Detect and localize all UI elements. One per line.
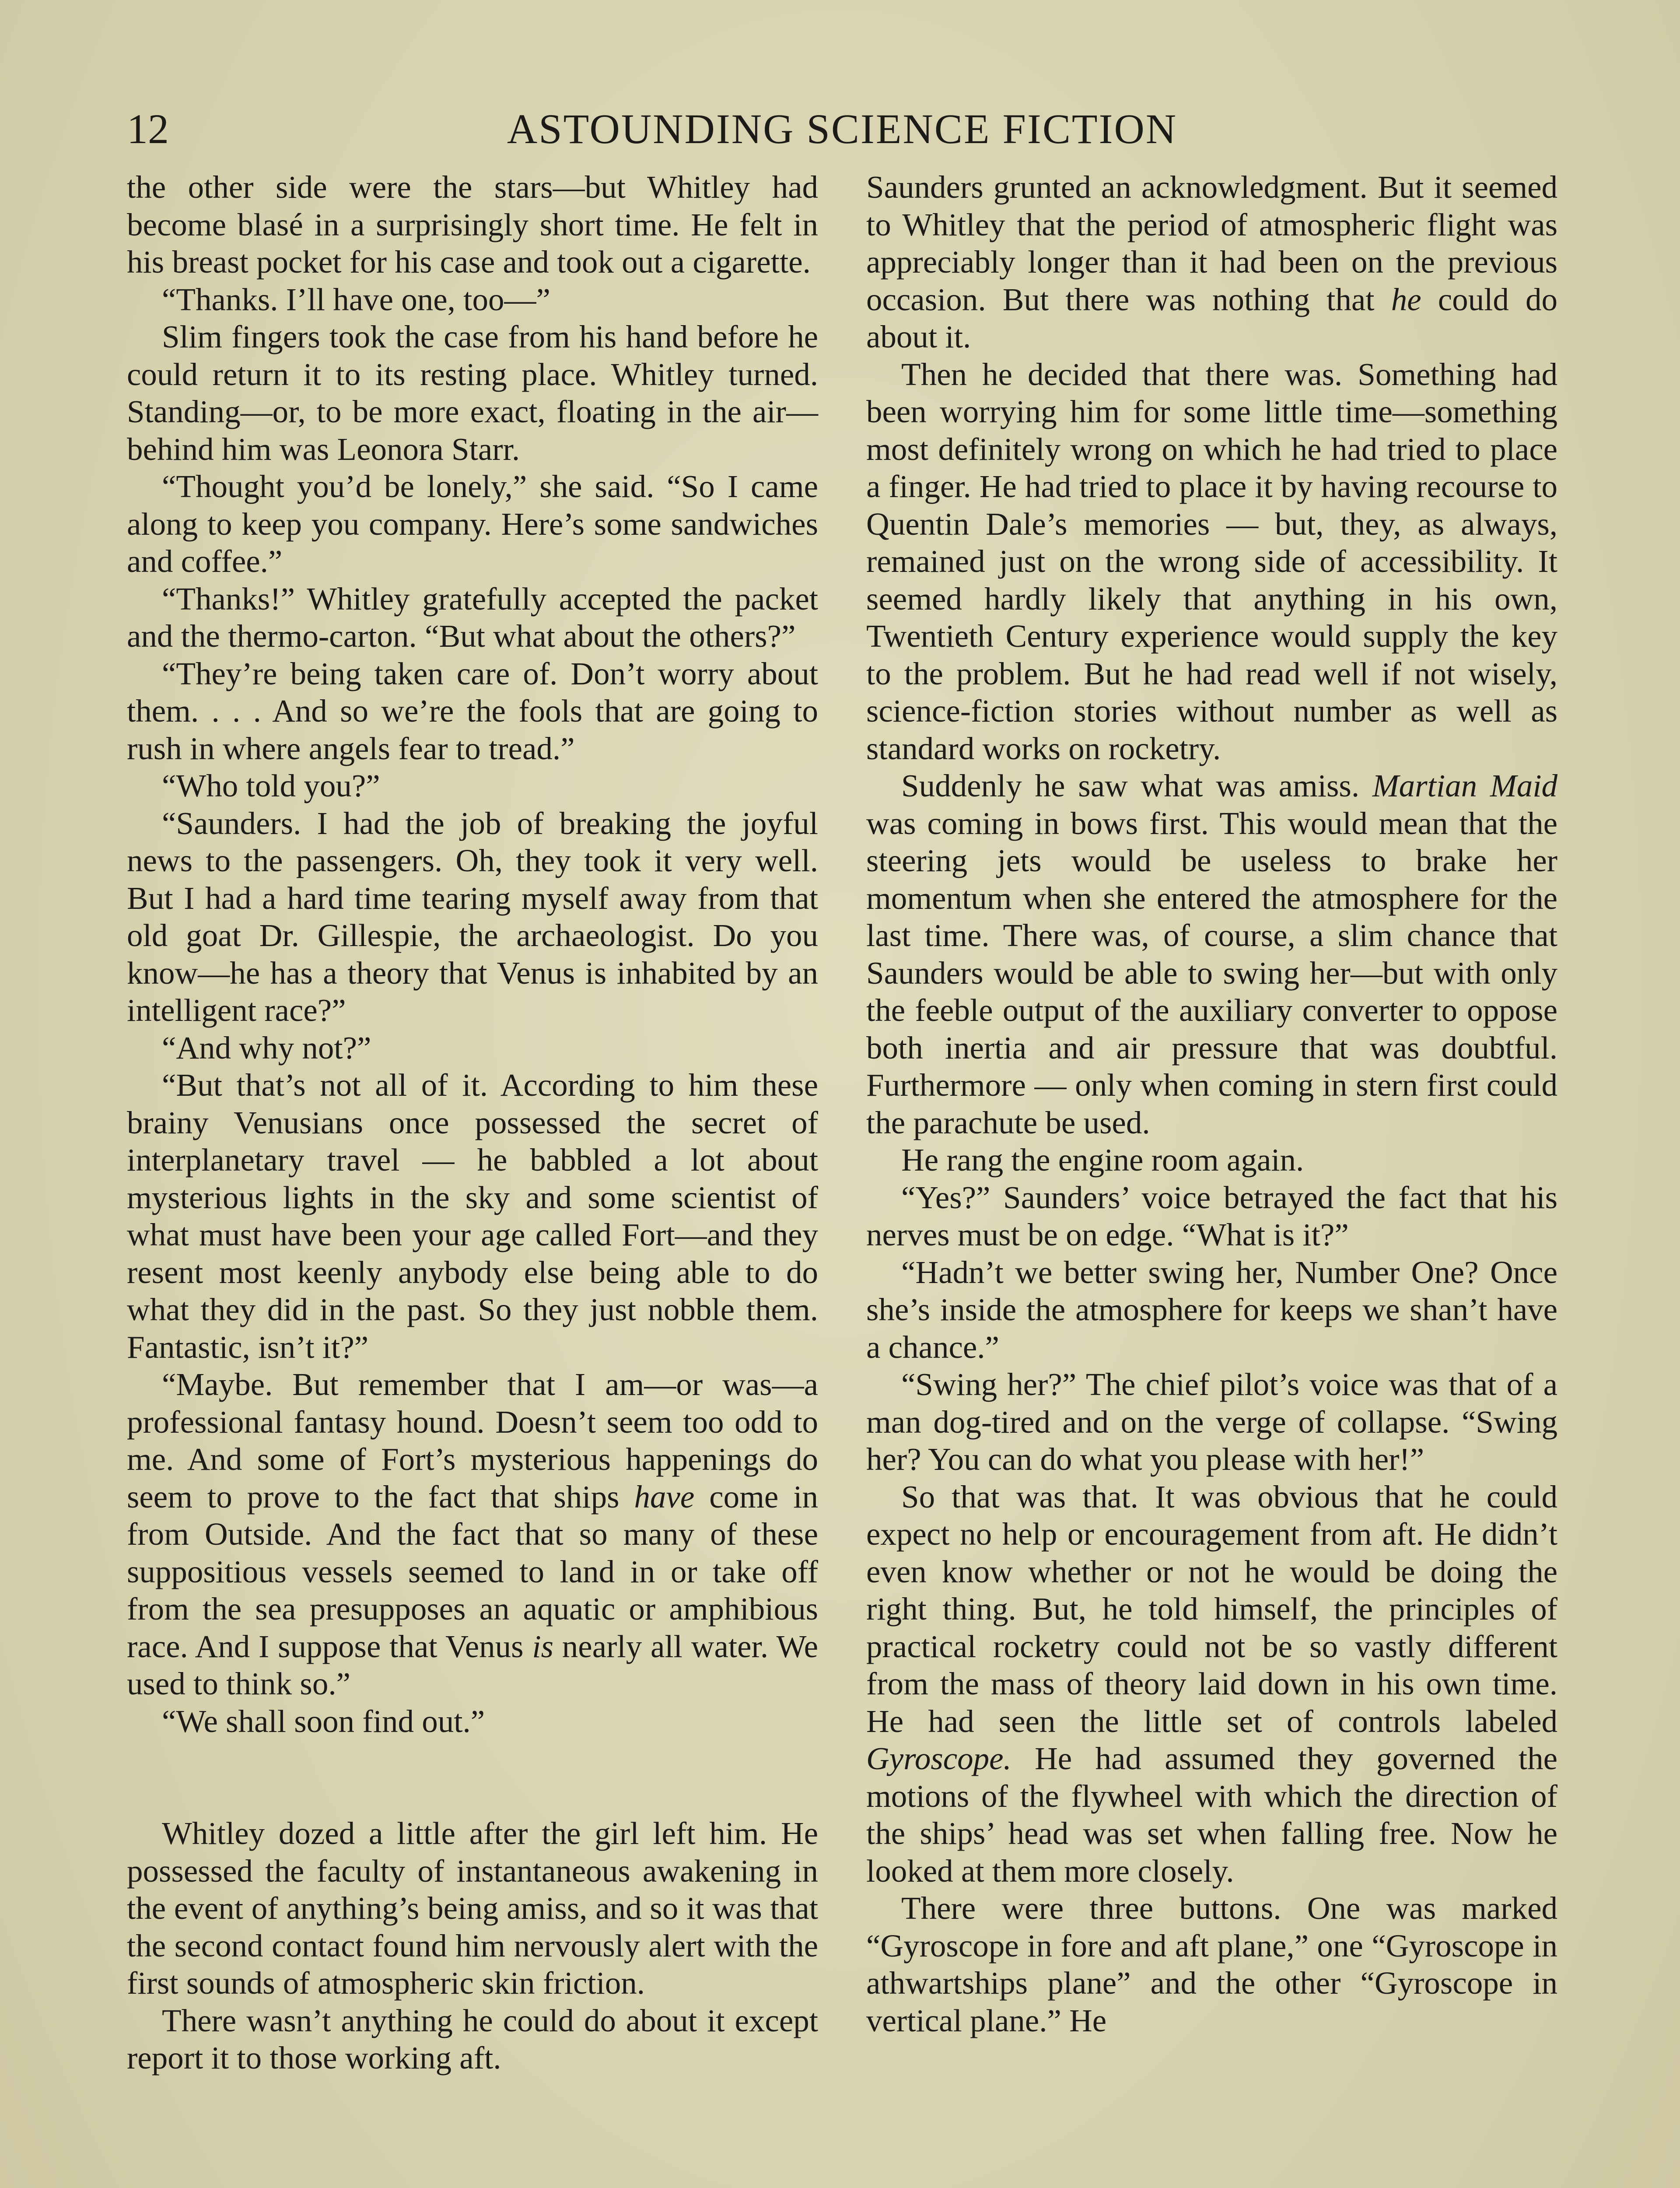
text-run: come in from Outside. And the fact that so many of these suppositious vessels seemed to land in or take off from the sea presupposes an aquatic or amphibious race. And I suppose that Venus <box>127 1479 818 1664</box>
text-run: Saunders grunted an acknowledgment. But it seemed to Whitley that the period of atmospheric flight was appreciably longer than it had been on the previous occasion. But there was nothing that <box>866 169 1558 317</box>
text-run: Suddenly he saw what was amiss. <box>901 768 1372 803</box>
paragraph: “Thought you’d be lonely,” she said. “So I came along to keep you company. Here’s some sandwiches and coffee.” <box>127 469 818 579</box>
paragraph: Then he decided that there was. Something had been worrying him for some little time—something most definitely wrong on which he had tried to place a finger. He had tried to place it by having recourse to Quentin Dale’s memories — but, they, as always, remained just on the wrong side of accessibility. It seemed hardly likely that anything in his own, Twentieth Century experience would supply the key to the problem. But he had read well if not wisely, science-fiction stories without number as well as standard works on rocketry. <box>866 356 1558 766</box>
paragraph: There wasn’t anything he could do about it except report it to those working aft. <box>127 2002 818 2076</box>
paragraph: “Who told you?” <box>162 768 380 803</box>
paragraph: “Yes?” Saunders’ voice betrayed the fact that his nerves must be on edge. “What is it?” <box>866 1179 1558 1252</box>
paragraph: There were three buttons. One was marked “Gyroscope in fore and aft plane,” one “Gyroscope in athwartships plane” and the other “Gyroscope in vertical plane.” He <box>866 1890 1558 2038</box>
italic-text: is <box>532 1628 554 1664</box>
paragraph: Whitley dozed a little after the girl left him. He possessed the faculty of instantaneous awakening in the event of anything’s being amiss, and so it was that the second contact found him nervously alert with the first sounds of atmospheric skin friction. <box>127 1816 818 2001</box>
paragraph: Slim fingers took the case from his hand before he could return it to its resting place. Whitley turned. Standing—or, to be more exact, floating in the air—behind him was Leonora Starr. <box>127 319 818 467</box>
paragraph: “But that’s not all of it. According to him these brainy Venusians once possessed the secret of interplanetary travel — he babbled a lot about mysterious lights in the sky and some scientist of what must have been your age called Fort—and they resent most keenly anybody else being able to do what they did in the past. So they just nobble them. Fantastic, isn’t it?” <box>127 1067 818 1365</box>
left-column <box>127 168 818 2077</box>
text-run: was coming in bows first. This would mean that the steering jets would be useless to brake her momentum when she entered the atmosphere for the last time. There was, of course, a slim chance that Saunders would be able to swing her—but with only the feeble output of the auxiliary converter to oppose both inertia and air pressure that was doubtful. Furthermore — only when coming in stern first could the parachute be used. <box>866 805 1558 1140</box>
paragraph <box>866 1478 1558 1890</box>
right-column <box>866 168 1558 2039</box>
page-number: 12 <box>127 105 169 152</box>
paragraph <box>127 1366 818 1703</box>
page-header <box>127 101 1558 158</box>
text-run: could do about it. <box>866 281 1558 354</box>
italic-text: he <box>1391 281 1421 317</box>
paragraph <box>866 767 1558 1141</box>
paragraph: “Thanks. I’ll have one, too—” <box>162 281 550 317</box>
paragraph: “They’re being taken care of. Don’t worry about them. . . . And so we’re the fools that are going to rush in where angels fear to tread.” <box>127 656 818 766</box>
running-head: ASTOUNDING SCIENCE FICTION <box>507 105 1178 152</box>
text-run: “Maybe. But remember that I am—or was—a professional fantasy hound. Doesn’t seem too odd to me. And some of Fort’s mysterious happenings do seem to prove to the fact that ships <box>127 1367 818 1515</box>
text-run: So that was that. It was obvious that he could expect no help or encouragement from aft. He didn’t even know whether or not he would be doing the right thing. But, he told himself, the principles of practical rocketry could not be so vastly different from the mass of theory laid down in his own time. He had seen the little set of controls labeled <box>866 1479 1558 1739</box>
paragraph: “And why not?” <box>162 1030 371 1066</box>
italic-text: Martian Maid <box>1372 768 1558 803</box>
paragraph <box>866 168 1558 356</box>
paragraph: “Saunders. I had the job of breaking the joyful news to the passengers. Oh, they took it very well. But I had a hard time tearing myself away from that old goat Dr. Gillespie, the archaeologist. Do you know—he has a theory that Venus is inhabited by an intelligent race?” <box>127 805 818 1028</box>
paragraph: “Thanks!” Whitley gratefully accepted the packet and the thermo-carton. “But what about the others?” <box>127 581 818 654</box>
paragraph: He rang the engine room again. <box>901 1142 1304 1178</box>
italic-text: have <box>634 1479 695 1515</box>
paragraph: the other side were the stars—but Whitley had become blasé in a surprisingly short time. He felt in his breast pocket for his case and took out a cigarette. <box>127 169 818 280</box>
text-run: nearly all water. We used to think so.” <box>127 1628 819 1701</box>
paragraph: “We shall soon find out.” <box>162 1703 485 1739</box>
text-run: He had assumed they governed the motions of the flywheel with which the direction of the ships’ head was set when falling free. Now he looked at them more closely. <box>866 1741 1558 1889</box>
italic-text: Gyroscope. <box>866 1741 1012 1776</box>
paragraph: “Hadn’t we better swing her, Number One? Once she’s inside the atmosphere for keeps we shan’t have a chance.” <box>866 1254 1558 1365</box>
paragraph: “Swing her?” The chief pilot’s voice was that of a man dog-tired and on the verge of collapse. “Swing her? You can do what you please with her!” <box>866 1367 1558 1477</box>
